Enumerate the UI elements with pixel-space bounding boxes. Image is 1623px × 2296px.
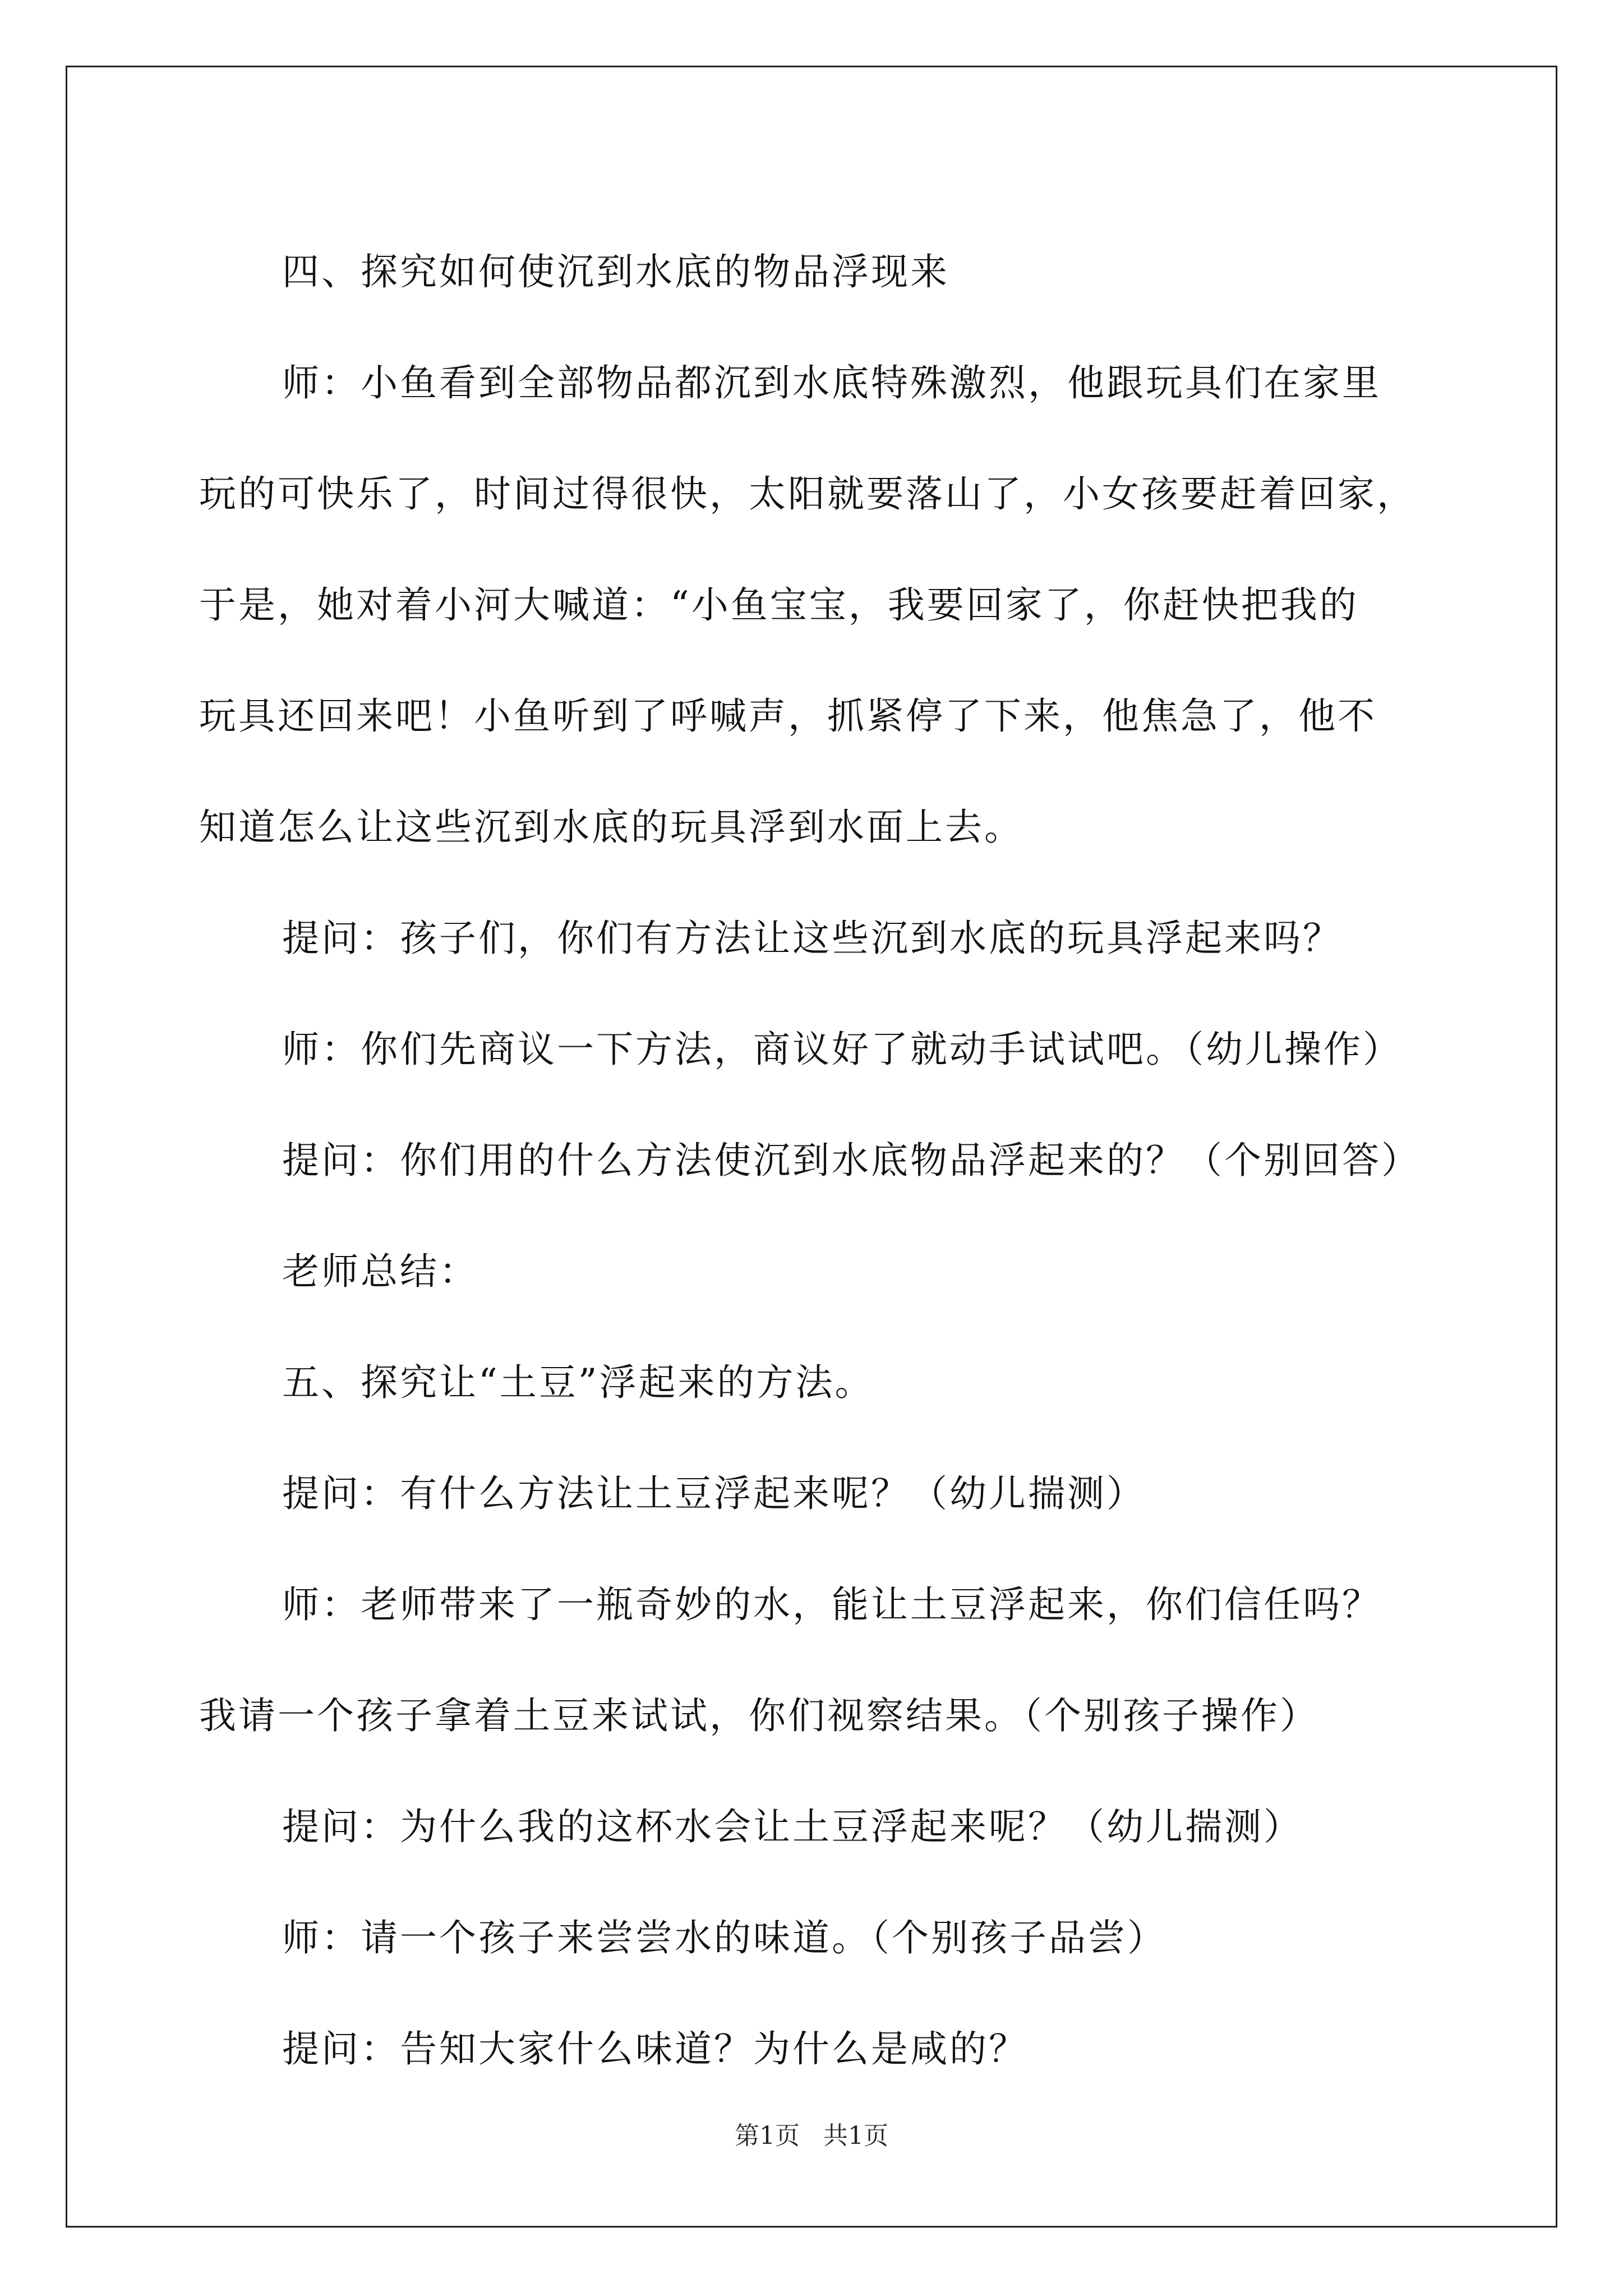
body-line: 提问：有什么方法让土豆浮起来呢？（幼儿揣测） <box>282 1472 1146 1515</box>
body-line: 老师总结： <box>282 1250 478 1293</box>
page-number-total: 共1页 <box>823 2122 888 2150</box>
body-line: 师：小鱼看到全部物品都沉到水底特殊激烈，他跟玩具们在家里 <box>282 361 1381 404</box>
body-line: 知道怎么让这些沉到水底的玩具浮到水面上去。 <box>199 806 1023 849</box>
body-line: 我请一个孩子拿着土豆来试试，你们视察结果。（个别孩子操作） <box>199 1694 1319 1737</box>
page-number-current: 第1页 <box>735 2122 800 2150</box>
body-line: 提问：为什么我的这杯水会让土豆浮起来呢？（幼儿揣测） <box>282 1805 1303 1848</box>
body-line: 玩具还回来吧！小鱼听到了呼喊声，抓紧停了下来，他焦急了，他不 <box>199 694 1377 738</box>
body-line: 提问：孩子们，你们有方法让这些沉到水底的玩具浮起来吗？ <box>282 917 1342 960</box>
body-line: 师：请一个孩子来尝尝水的味道。（个别孩子品尝） <box>282 1916 1166 1959</box>
body-line: 于是，她对着小河大喊道：“小鱼宝宝，我要回家了，你赶快把我的 <box>199 583 1359 627</box>
body-line: 提问：你们用的什么方法使沉到水底物品浮起来的？（个别回答） <box>282 1139 1421 1182</box>
body-line: 师：老师带来了一瓶奇妙的水，能让土豆浮起来，你们信任吗？ <box>282 1583 1381 1626</box>
page-footer <box>0 2119 1623 2153</box>
body-line: 师：你们先商议一下方法，商议好了就动手试试吧。（幼儿操作） <box>282 1028 1402 1071</box>
body-line: 提问：告知大家什么味道？为什么是咸的？ <box>282 2027 1028 2070</box>
body-line: 玩的可快乐了，时间过得很快，太阳就要落山了，小女孩要赶着回家， <box>199 472 1416 516</box>
body-line: 五、探究让“土豆”浮起来的方法。 <box>282 1361 874 1404</box>
body-line: 四、探究如何使沉到水底的物品浮现来 <box>282 250 949 293</box>
document-body <box>199 217 1433 2105</box>
